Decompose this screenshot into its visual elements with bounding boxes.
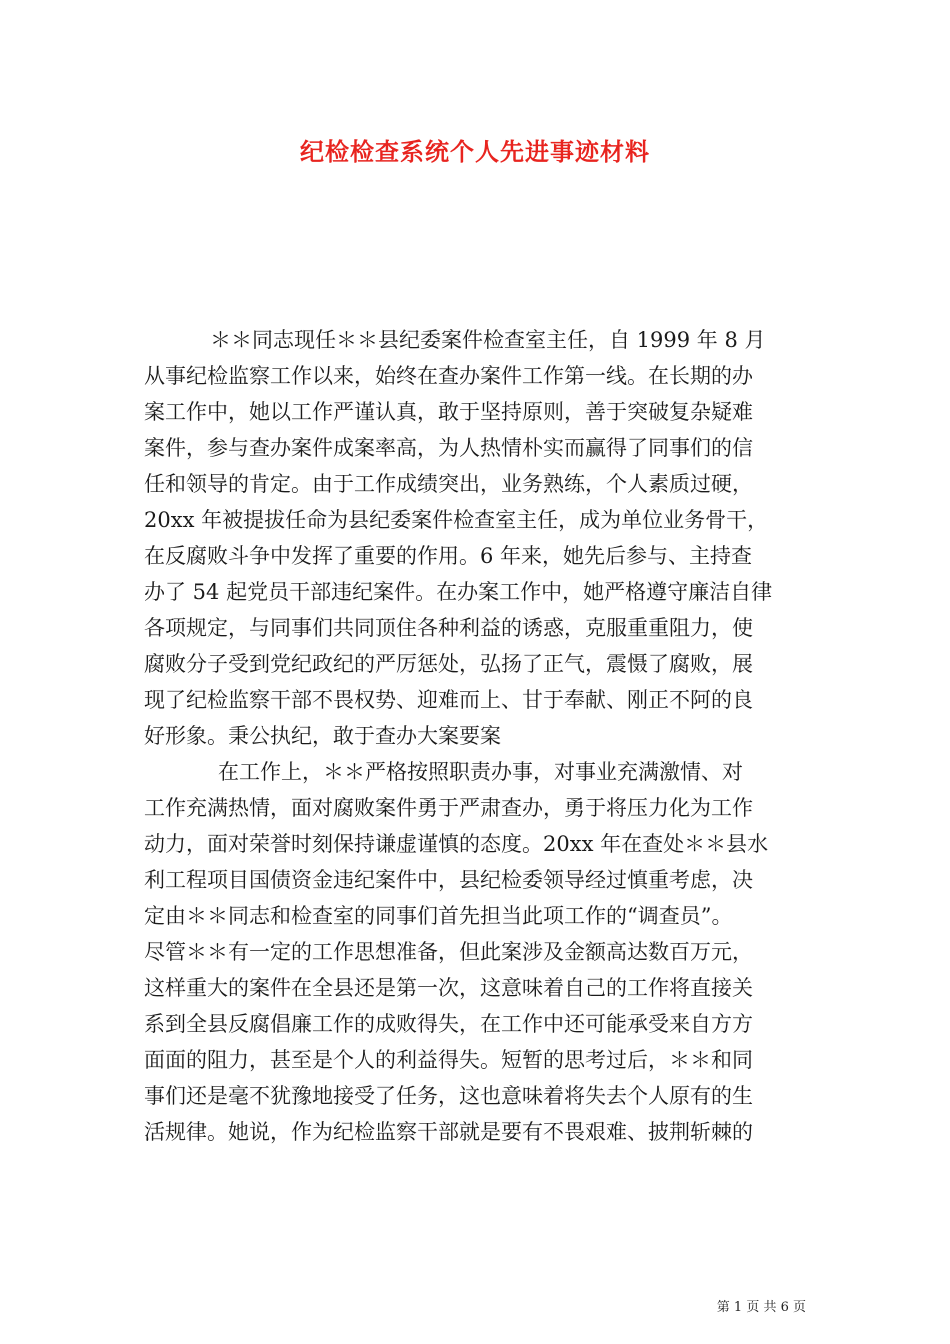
paragraph-line: 工作充满热情，面对腐败案件勇于严肃查办，勇于将压力化为工作 [144,796,753,820]
paragraph-line: 任和领导的肯定。由于工作成绩突出，业务熟练，个人素质过硬， [144,472,753,496]
paragraph-line: 20xx 年被提拔任命为县纪委案件检查室主任，成为单位业务骨干， [144,508,769,532]
paragraph-line: 这样重大的案件在全县还是第一次，这意味着自己的工作将直接关 [144,976,753,1000]
paragraph-line: 从事纪检监察工作以来，始终在查办案件工作第一线。在长期的办 [144,364,753,388]
paragraph-line: 活规律。她说，作为纪检监察干部就是要有不畏艰难、披荆斩棘的 [144,1120,753,1144]
paragraph-line: 办了 54 起党员干部违纪案件。在办案工作中，她严格遵守廉洁自律 [144,580,773,604]
paragraph-line: 腐败分子受到党纪政纪的严厉惩处，弘扬了正气，震慑了腐败，展 [144,652,753,676]
paragraph-line: 动力，面对荣誉时刻保持谦虚谨慎的态度。20xx 年在查处＊＊县水 [144,832,769,856]
paragraph-line: 各项规定，与同事们共同顶住各种利益的诱惑，克服重重阻力，使 [144,616,753,640]
paragraph-line: 在工作上，＊＊严格按照职责办事，对事业充满激情、对 [218,760,743,784]
document-title: 纪检检查系统个人先进事迹材料 [300,137,650,166]
paragraph-line: 系到全县反腐倡廉工作的成败得失，在工作中还可能承受来自方方 [144,1012,753,1036]
paragraph-line: 案件，参与查办案件成案率高，为人热情朴实而赢得了同事们的信 [144,436,753,460]
paragraph-line: 面面的阻力，甚至是个人的利益得失。短暂的思考过后，＊＊和同 [144,1048,753,1072]
paragraph-line: 案工作中，她以工作严谨认真，敢于坚持原则，善于突破复杂疑难 [144,400,753,424]
paragraph-line: 好形象。秉公执纪，敢于查办大案要案 [144,724,501,748]
paragraph-line: 尽管＊＊有一定的工作思想准备，但此案涉及金额高达数百万元， [144,940,753,964]
paragraph-line: 利工程项目国债资金违纪案件中，县纪检委领导经过慎重考虑，决 [144,868,753,892]
paragraph-line: 定由＊＊同志和检查室的同事们首先担当此项工作的“调查员”。 [144,904,733,928]
paragraph-line: 在反腐败斗争中发挥了重要的作用。6 年来，她先后参与、主持查 [144,544,753,568]
paragraph-line: 事们还是毫不犹豫地接受了任务，这也意味着将失去个人原有的生 [144,1084,753,1108]
paragraph-line: 现了纪检监察干部不畏权势、迎难而上、甘于奉献、刚正不阿的良 [144,688,753,712]
page-number-footer: 第 1 页 共 6 页 [716,1300,806,1315]
paragraph-line: ＊＊同志现任＊＊县纪委案件检查室主任，自 1999 年 8 月 [210,328,766,352]
paragraph-1 [144,322,808,754]
paragraph-2 [144,754,808,1150]
document-body [144,322,808,1150]
